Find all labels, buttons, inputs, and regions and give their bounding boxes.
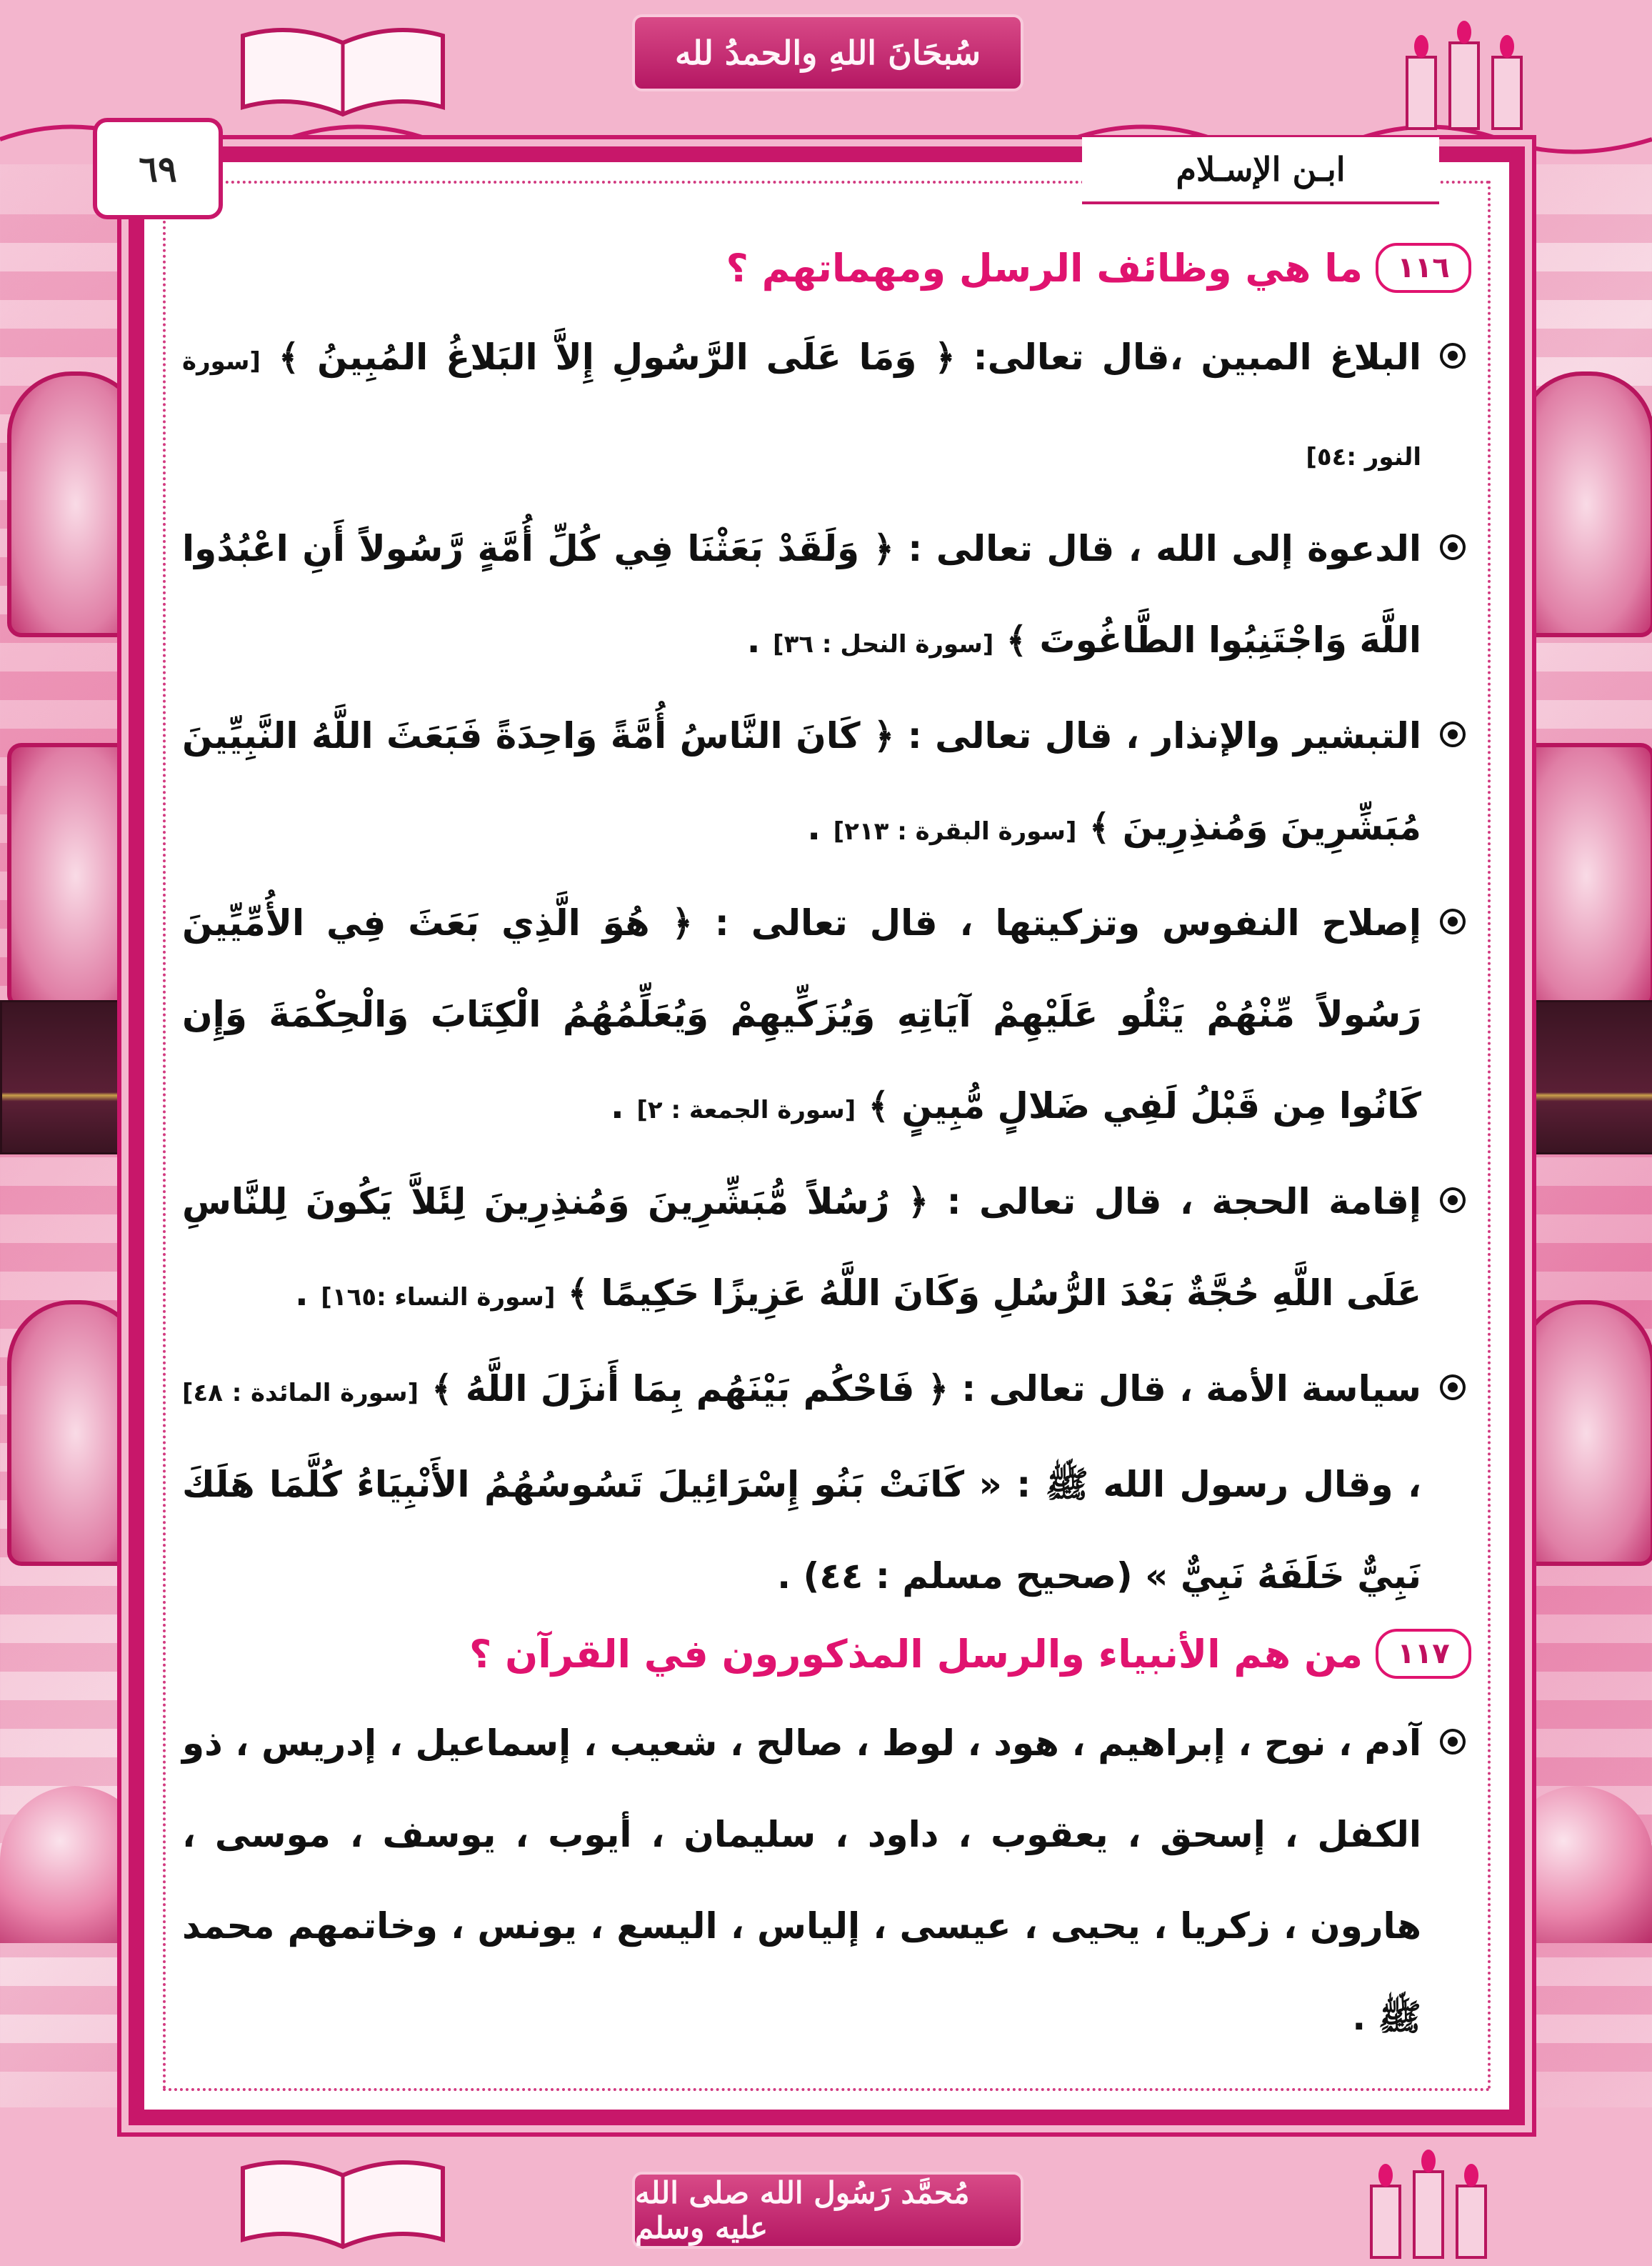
page-number: ٦٩: [93, 118, 223, 219]
list-item: [182, 1343, 1471, 1622]
flower-bullet-icon: [1438, 341, 1467, 370]
question-number-badge: ١١٧: [1376, 1629, 1471, 1679]
quran-verse: ﴿ وَلَقَدْ بَعَثْنَا فِي كُلِّ أُمَّةٍ رَّسُولاً أَنِ اعْبُدُوا اللَّهَ وَاجْتَنِبُوا الطَّاغُوتَ ﴾: [182, 528, 1421, 661]
item-lead: إقامة الحجة ، قال تعالى :: [946, 1181, 1421, 1222]
calligraphy-emblem: [1518, 1300, 1652, 1566]
item-lead: إصلاح النفوس وتزكيتها ، قال تعالى :: [714, 902, 1421, 944]
surah-reference: [سورة النساء :١٦٥]: [321, 1283, 556, 1312]
question-heading-116: [182, 243, 1471, 293]
question-title: من هم الأنبياء والرسل المذكورون في القرآن ؟: [469, 1631, 1363, 1677]
surah-reference: [سورة النحل : ٣٦]: [773, 630, 994, 659]
dome-image: [0, 1786, 150, 1943]
question-title: ما هي وظائف الرسل ومهماتهم ؟: [726, 245, 1363, 291]
open-book-icon: [236, 2147, 450, 2254]
bottom-banner: مُحمَّد رَسُول الله صلى الله عليه وسلم: [632, 2172, 1023, 2249]
page-content: [182, 243, 1471, 2063]
book-title: ابـن الإسـلام: [1082, 137, 1439, 204]
list-item: [182, 311, 1471, 503]
item-lead: سياسة الأمة ، قال تعالى :: [961, 1368, 1421, 1409]
prophets-list: آدم ، نوح ، إبراهيم ، هود ، لوط ، صالح ، شعيب ، إسماعيل ، إدريس ، ذو الكفل ، إسحق ، يعقوب ، داود ، سليمان ، أيوب ، يوسف ، موسى ، هارون ، زكريا ، يحيى ، عيسى ، إلياس ، اليسع ، يونس ، وخاتمهم محمد ﷺ .: [182, 1722, 1421, 2038]
list-item: [182, 877, 1471, 1156]
calligraphy-emblem: [7, 743, 144, 1009]
list-item: [182, 1156, 1471, 1343]
item-tail: ، وقال رسول الله ﷺ : « كَانَتْ بَنُو إِسْرَائِيلَ تَسُوسُهُمُ الأَنْبِيَاءُ كُلَّمَا هَلَكَ نَبِيٌّ خَلَفَهُ نَبِيٌّ » (صحيح مسلم : ٤٤) .: [182, 1464, 1421, 1597]
quran-verse: ﴿ كَانَ النَّاسُ أُمَّةً وَاحِدَةً فَبَعَثَ اللَّهُ النَّبِيِّينَ مُبَشِّرِينَ وَمُنذِرِينَ ﴾: [182, 715, 1421, 848]
candle-icon: [1357, 2143, 1500, 2265]
calligraphy-emblem: [1518, 743, 1652, 1009]
top-banner: سُبحَانَ اللهِ والحمدُ لله: [632, 14, 1023, 91]
calligraphy-emblem: [7, 371, 144, 637]
item-tail: .: [294, 1272, 309, 1314]
question-number-badge: ١١٦: [1376, 243, 1471, 293]
calligraphy-emblem: [1518, 371, 1652, 637]
quran-verse: ﴿ هُوَ الَّذِي بَعَثَ فِي الأُمِّيِّينَ رَسُولاً مِّنْهُمْ يَتْلُو عَلَيْهِمْ آيَاتِهِ وَيُزَكِّيهِمْ وَيُعَلِّمُهُمُ الْكِتَابَ وَالْحِكْمَةَ وَإِن كَانُوا مِن قَبْلُ لَفِي ضَلالٍ مُّبِينٍ ﴾: [182, 902, 1421, 1127]
flower-bullet-icon: [1438, 533, 1467, 561]
quran-verse: ﴿ وَمَا عَلَى الرَّسُولِ إِلاَّ البَلاغُ المُبِينُ ﴾: [278, 336, 956, 378]
item-tail: .: [807, 807, 821, 848]
flower-bullet-icon: [1438, 1727, 1467, 1756]
flower-bullet-icon: [1438, 720, 1467, 749]
quran-verse: ﴿ رُسُلاً مُّبَشِّرِينَ وَمُنذِرِينَ لِئَلاَّ يَكُونَ لِلنَّاسِ عَلَى اللَّهِ حُجَّةٌ بَعْدَ الرُّسُلِ وَكَانَ اللَّهُ عَزِيزًا حَكِيمًا ﴾: [182, 1181, 1421, 1314]
question-heading-117: [182, 1629, 1471, 1679]
surah-reference: [سورة الجمعة : ٢]: [636, 1096, 856, 1124]
surah-reference: [سورة البقرة : ٢١٣]: [833, 817, 1077, 846]
list-item: [182, 503, 1471, 690]
list-item: [182, 1697, 1471, 2063]
calligraphy-emblem: [7, 1300, 144, 1566]
dome-image: [1503, 1786, 1652, 1943]
kaaba-image: [0, 1000, 147, 1154]
flower-bullet-icon: [1438, 1373, 1467, 1402]
candle-icon: [1393, 14, 1536, 136]
list-item: [182, 690, 1471, 877]
quran-verse: ﴿ فَاحْكُم بَيْنَهُم بِمَا أَنزَلَ اللَّهُ ﴾: [431, 1368, 949, 1409]
open-book-icon: [236, 14, 450, 121]
surah-reference: [سورة النور :٥٤]: [182, 347, 1421, 471]
item-lead: الدعوة إلى الله ، قال تعالى :: [908, 528, 1421, 569]
flower-bullet-icon: [1438, 1186, 1467, 1214]
item-tail: .: [746, 619, 761, 661]
item-lead: البلاغ المبين ،قال تعالى:: [973, 336, 1421, 378]
surah-reference: [سورة المائدة : ٤٨]: [182, 1379, 419, 1407]
item-tail: .: [610, 1085, 624, 1127]
flower-bullet-icon: [1438, 907, 1467, 936]
item-lead: التبشير والإنذار ، قال تعالى :: [907, 715, 1421, 757]
kaaba-image: [1511, 1000, 1652, 1154]
